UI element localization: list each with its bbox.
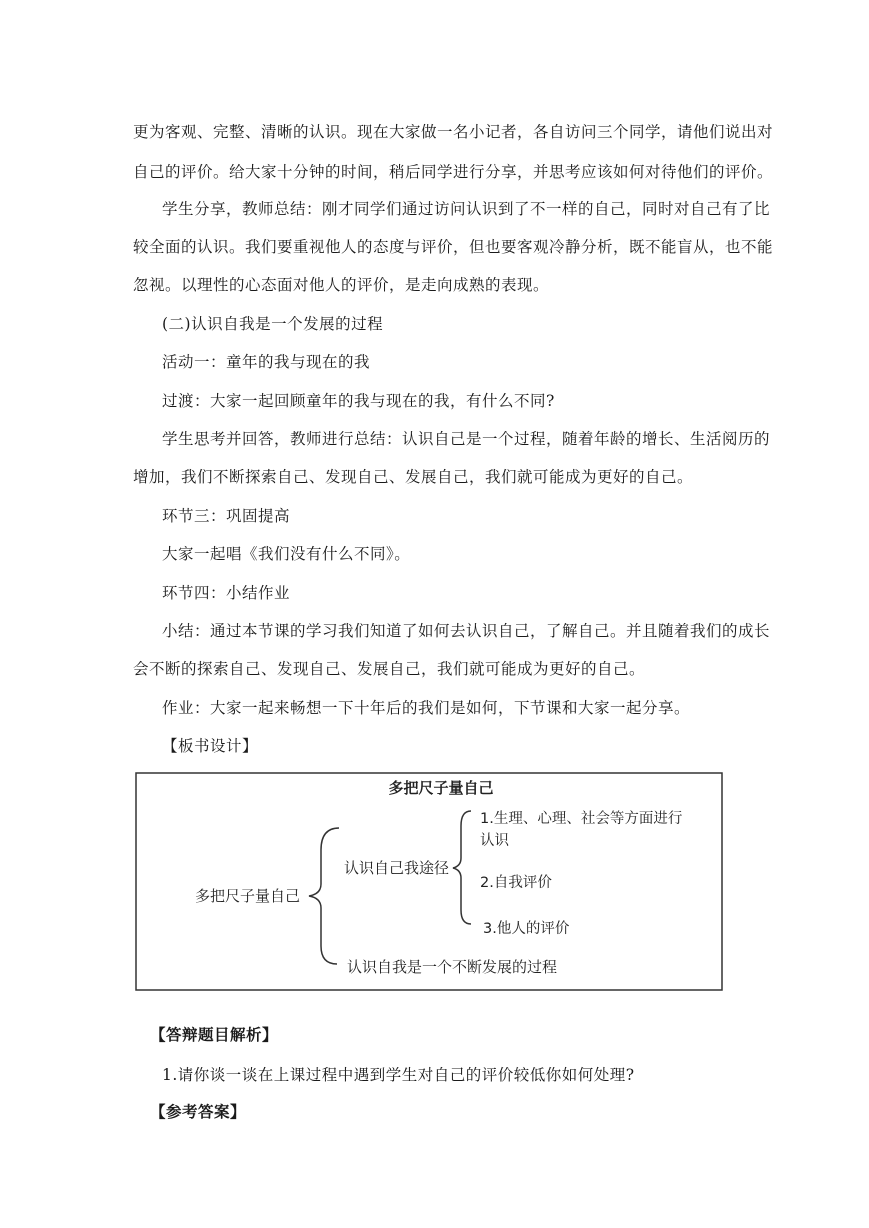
activity-heading: 活动一：童年的我与现在的我 <box>162 353 371 371</box>
paragraph-line: 大家一起唱《我们没有什么不同》。 <box>162 545 411 563</box>
paragraph-line: 学生思考并回答，教师进行总结：认识自己是一个过程，随着年龄的增长、生活阅历的 <box>162 430 771 448</box>
paragraph-line: 小结：通过本节课的学习我们知道了如何去认识自己，了解自己。并且随着我们的成长 <box>162 622 771 640</box>
paragraph-line: 更为客观、完整、清晰的认识。现在大家做一名小记者，各自访问三个同学，请他们说出对 <box>133 123 774 141</box>
defense-heading: 【答辩题目解析】 <box>150 1025 279 1044</box>
board-title: 多把尺子量自己 <box>388 779 494 797</box>
paragraph-line: 较全面的认识。我们要重视他人的态度与评价，但也要客观冷静分析，既不能盲从，也不能 <box>133 238 774 256</box>
section-heading: (二)认识自我是一个发展的过程 <box>162 315 384 333</box>
board-leaf-2: 2.自我评价 <box>480 875 552 891</box>
paragraph-line: 忽视。以理性的心态面对他人的评价，是走向成熟的表现。 <box>133 276 550 294</box>
board-root-label: 多把尺子量自己 <box>195 887 301 905</box>
question-line: 1.请你谈一谈在上课过程中遇到学生对自己的评价较低你如何处理? <box>162 1066 635 1084</box>
answer-heading: 【参考答案】 <box>150 1102 247 1121</box>
section-heading: 环节四：小结作业 <box>162 584 291 602</box>
paragraph-line: 自己的评价。给大家十分钟的时间，稍后同学进行分享，并思考应该如何对待他们的评价。 <box>133 163 774 181</box>
section-heading: 环节三：巩固提高 <box>162 507 291 525</box>
board-leaf-3: 3.他人的评价 <box>483 921 570 937</box>
paragraph-line: 过渡：大家一起回顾童年的我与现在的我，有什么不同? <box>162 392 555 410</box>
board-leaf-1: 1.生理、心理、社会等方面进行 <box>480 811 683 827</box>
board-leaf-1-cont: 认识 <box>480 833 509 849</box>
board-design-heading: 【板书设计】 <box>162 737 259 755</box>
paragraph-line: 增加，我们不断探索自己、发现自己、发展自己，我们就可能成为更好的自己。 <box>133 468 694 486</box>
board-branch-1: 认识自己我途径 <box>344 859 450 877</box>
paragraph-line: 作业：大家一起来畅想一下十年后的我们是如何，下节课和大家一起分享。 <box>162 699 691 717</box>
board-design-diagram <box>135 770 727 996</box>
paragraph-line: 学生分享，教师总结：刚才同学们通过访问认识到了不一样的自己，同时对自己有了比 <box>162 200 771 218</box>
board-branch-2: 认识自我是一个不断发展的过程 <box>347 958 558 976</box>
paragraph-line: 会不断的探索自己、发现自己、发展自己，我们就可能成为更好的自己。 <box>133 660 646 678</box>
